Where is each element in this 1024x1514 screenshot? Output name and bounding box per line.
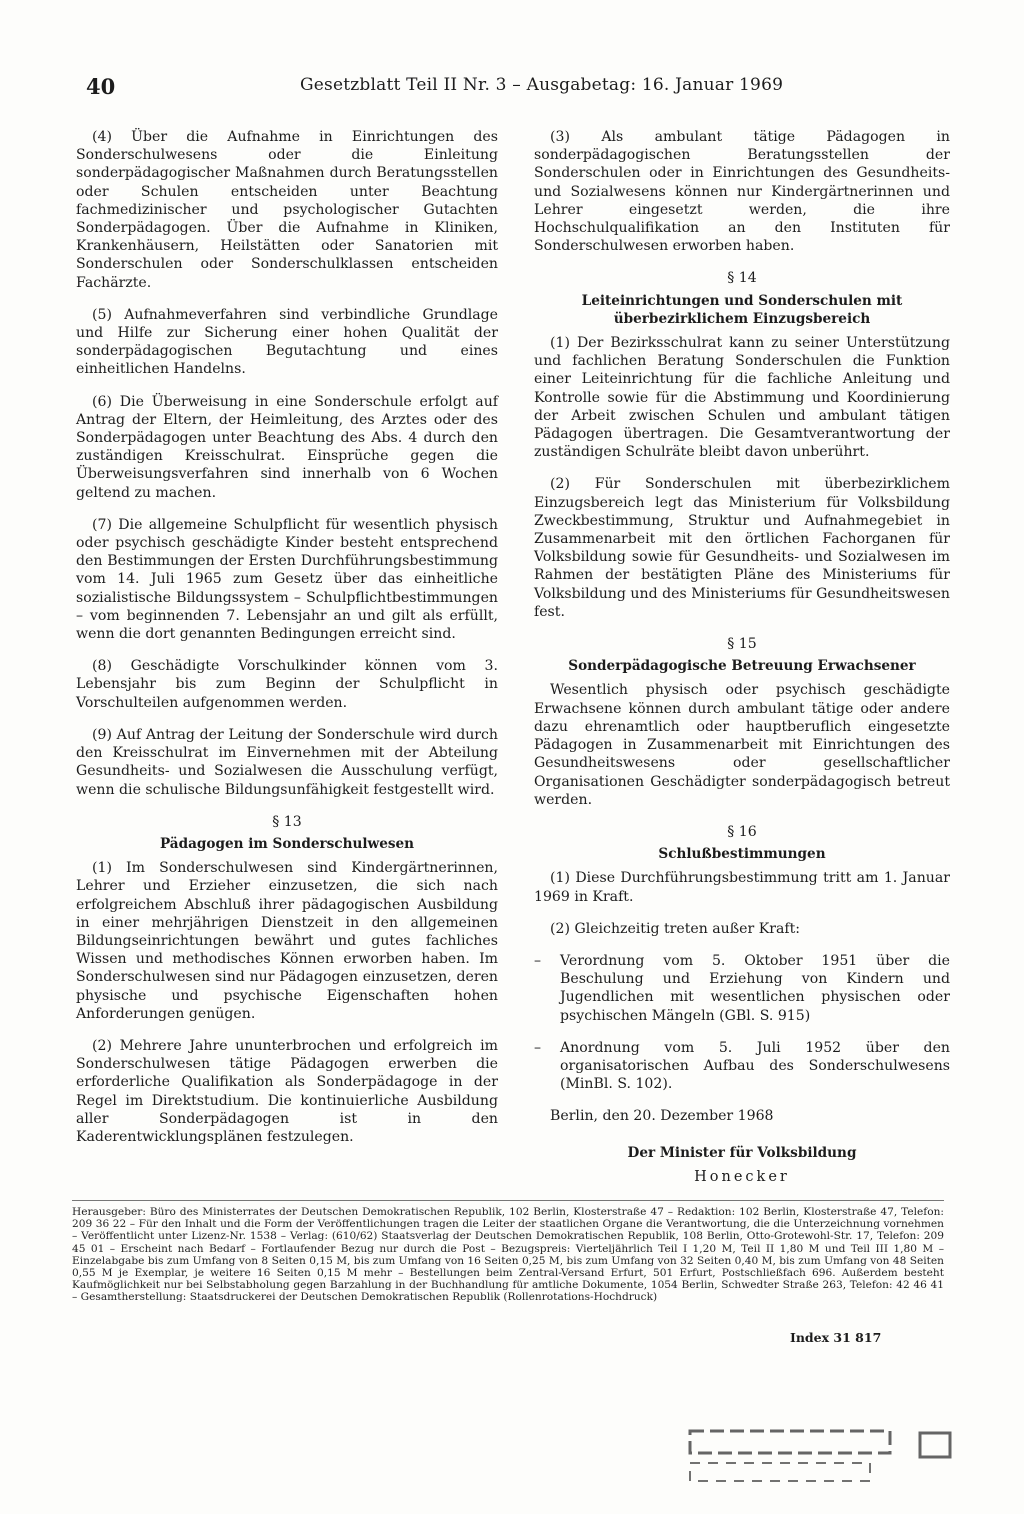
paragraph-4: (4) Über die Aufnahme in Einrichtungen des Sonderschulwesens oder die Einleitung sonderpädagogischer Maßnahmen durch Beratungsstellen oder Schulen entscheiden unter Beachtung fachmedizinischer und psychologischer Gutachten Sonderpädagogen. Über die Aufnahme in Kliniken, Krankenhäusern, Heilstätten oder Sanatorien mit Sonderschulen oder Sonderschulklassen entscheiden Fachärzte. — [76, 129, 498, 291]
page-number: 40 — [86, 74, 116, 99]
page-header — [86, 74, 966, 104]
index-code: Index 31 817 — [790, 1330, 882, 1345]
library-stamp-mark — [570, 1423, 970, 1493]
signatory-title: Der Minister für Volksbildung — [627, 1144, 857, 1161]
section-14-title: Leiteinrichtungen und Sonderschulen mit überbezirklichem Einzugsbereich — [581, 292, 903, 327]
section-15-paragraph-1: Wesentlich physisch oder psychisch geschädigte Erwachsene können durch ambulant tätige oder andere dazu ehrenamtlich oder hauptberuflich eingesetzte Pädagogen in Zusammenarbeit mit Einrichtungen des Gesundheitswesens oder gesellschaftlicher Organisationen Geschädigter sonderpädagogisch betreut werden. — [534, 682, 950, 808]
signatory-name: Honecker — [694, 1168, 790, 1185]
stamp-ink-icon — [570, 1423, 970, 1493]
repealed-item-2-text: Anordnung vom 5. Juli 1952 über den organisatorischen Aufbau des Sonderschulwesens (MinBl. S. 102). — [560, 1039, 950, 1093]
section-13-title: Pädagogen im Sonderschulwesen — [159, 835, 415, 852]
paragraph-8: (8) Geschädigte Vorschulkinder können vom 3. Lebensjahr bis zum Beginn der Schulpflicht in Vorschulteilen aufgenommen werden. — [76, 658, 498, 711]
section-13-paragraph-2: (2) Mehrere Jahre ununterbrochen und erfolgreich im Sonderschulwesen tätige Pädagogen erwerben die erforderliche Qualifikation als Sonderpädagoge in der Regel im Direktstudium. Die kontinuierliche Ausbildung aller Sonderpädagogen ist in den Kaderentwicklungsplänen festzulegen. — [76, 1037, 498, 1145]
place-and-date: Berlin, den 20. Dezember 1968 — [550, 1108, 774, 1125]
imprint-divider — [72, 1200, 944, 1201]
section-13-number: § 13 — [272, 813, 302, 830]
section-16-number: § 16 — [727, 823, 757, 840]
section-16-paragraph-1: (1) Diese Durchführungsbestimmung tritt am 1. Januar 1969 in Kraft. — [534, 870, 950, 905]
section-15-title: Sonderpädagogische Betreuung Erwachsener — [568, 658, 916, 675]
section-14-number: § 14 — [727, 270, 757, 287]
section-15-number: § 15 — [727, 636, 757, 653]
imprint: Herausgeber: Büro des Ministerrates der Deutschen Demokratischen Republik, 102 Berlin, Klosterstraße 47 – Redaktion: 102 Berlin, Klosterstraße 47, Telefon: 209 36 22 – Für den Inhalt und die Form der Veröffentlichungen tragen die Leiter der staatlichen Organe die Verantwortung, die die Unterzeichnung vornehmen – Veröffentlicht unter Lizenz-Nr. 1538 – Verlag: (610/62) Staatsverlag der Deutschen Demokratischen Republik, 108 Berlin, Otto-Grotewohl-Str. 17, Telefon: 209 45 01 – Erscheint nach Bedarf – Fortlaufender Bezug nur durch die Post – Bezugspreis: Vierteljährlich Teil I 1,20 M, Teil II 1,80 M und Teil III 1,80 M – Einzelabgabe bis zum Umfang von 8 Seiten 0,15 M, bis zum Umfang von 16 Seiten 0,25 M, bis zum Umfang von 32 Seiten 0,40 M, bis zum Umfang von 48 Seiten 0,55 M je Exemplar, je weitere 16 Seiten 0,15 M mehr – Bestellungen beim Zentral-Versand Erfurt, 501 Erfurt, Postschließfach 696. Außerdem besteht Kaufmöglichkeit nur bei Selbstabholung gegen Barzahlung in der Buchhandlung für amtliche Dokumente, 1054 Berlin, Schwedter Straße 263, Telefon: 42 46 41 – Gesamtherstellung: Staatsdruckerei der Deutschen Demokratischen Republik (Rollenrotations-Hochdruck) — [72, 1206, 944, 1304]
list-dash: – — [534, 952, 542, 969]
paragraph-6: (6) Die Überweisung in eine Sonderschule erfolgt auf Antrag der Eltern, der Heimleitung, des Arztes oder des Sonderpädagogen unter Beachtung des Abs. 4 durch den zuständigen Kreisschulrat. Einsprüche gegen die Überweisungsverfahren sind innerhalb von 6 Wochen geltend zu machen. — [76, 393, 498, 501]
left-column — [76, 128, 498, 1160]
right-column — [534, 128, 950, 1186]
section-14-paragraph-2: (2) Für Sonderschulen mit überbezirklichem Einzugsbereich legt das Ministerium für Volksbildung Zweckbestimmung, Struktur und Aufnahmegebiet in Zusammenarbeit mit den örtlichen Fachorganen für Volksbildung sowie für Gesundheits- und Sozialwesen im Rahmen der bestätigten Pläne des Ministeriums für Volksbildung und des Ministeriums für Gesundheitswesen fest. — [534, 476, 950, 620]
repealed-item-1-text: Verordnung vom 5. Oktober 1951 über die Beschulung und Erziehung von Kindern und Jugendlichen mit wesentlichen physischen oder psychischen Mängeln (GBl. S. 915) — [560, 952, 950, 1024]
section-13-paragraph-1: (1) Im Sonderschulwesen sind Kindergärtnerinnen, Lehrer und Erzieher einzusetzen, die sich nach erfolgreichem Abschluß ihrer pädagogischen Ausbildung in einer mehrjährigen Dienstzeit in den allgemeinen Bildungseinrichtungen bewährt und gutes fachliches Wissen und methodisches Können erworben haben. Im Sonderschulwesen sind nur Pädagogen einzusetzen, deren physische und psychische Eigenschaften hohen Anforderungen genügen. — [76, 860, 498, 1022]
repealed-item-1 — [534, 952, 950, 1025]
paragraph-5: (5) Aufnahmeverfahren sind verbindliche Grundlage und Hilfe zur Sicherung einer hohen Qualität der sonderpädagogischen Begutachtung und eines einheitlichen Handelns. — [76, 306, 498, 378]
section-13-paragraph-3: (3) Als ambulant tätige Pädagogen in sonderpädagogischen Beratungsstellen der Sonderschulen oder in Einrichtungen des Gesundheits- und Sozialwesens können nur Kindergärtnerinnen und Lehrer eingesetzt werden, die ihre Hochschulqualifikation an den Instituten für Sonderschulwesen erworben haben. — [534, 129, 950, 255]
section-16-paragraph-2: (2) Gleichzeitig treten außer Kraft: — [550, 920, 801, 937]
repealed-item-2 — [534, 1039, 950, 1094]
section-16-title: Schlußbestimmungen — [658, 846, 826, 863]
paragraph-7: (7) Die allgemeine Schulpflicht für wesentlich physisch oder psychisch geschädigte Kinder besteht entsprechend den Bestimmungen der Ersten Durchführungsbestimmung vom 14. Juli 1965 zum Gesetz über das einheitliche sozialistische Bildungssystem – Schulpflichtbestimmungen – vom beginnenden 7. Lebensjahr an und gilt als erfüllt, wenn die dort genannten Bedingungen erreicht sind. — [76, 516, 498, 643]
paragraph-9: (9) Auf Antrag der Leitung der Sonderschule wird durch den Kreisschulrat im Einvernehmen mit der Abteilung Gesundheits- und Sozialwesen die Ausschulung verfügt, wenn die schulische Bildungsunfähigkeit festgestellt wird. — [76, 726, 498, 798]
list-dash: – — [534, 1039, 542, 1056]
section-14-paragraph-1: (1) Der Bezirksschulrat kann zu seiner Unterstützung und fachlichen Beratung Sonderschulen die Funktion einer Leiteinrichtung für die fachliche Anleitung und Kontrolle sowie für die Abstimmung und Koordinierung der Arbeit zwischen Schulen und ambulant tätigen Pädagogen übertragen. Die Gesamtverantwortung der zuständigen Schulräte bleibt davon unberührt. — [534, 335, 950, 461]
page-header-title: Gesetzblatt Teil II Nr. 3 – Ausgabetag: 16. Januar 1969 — [300, 75, 784, 95]
